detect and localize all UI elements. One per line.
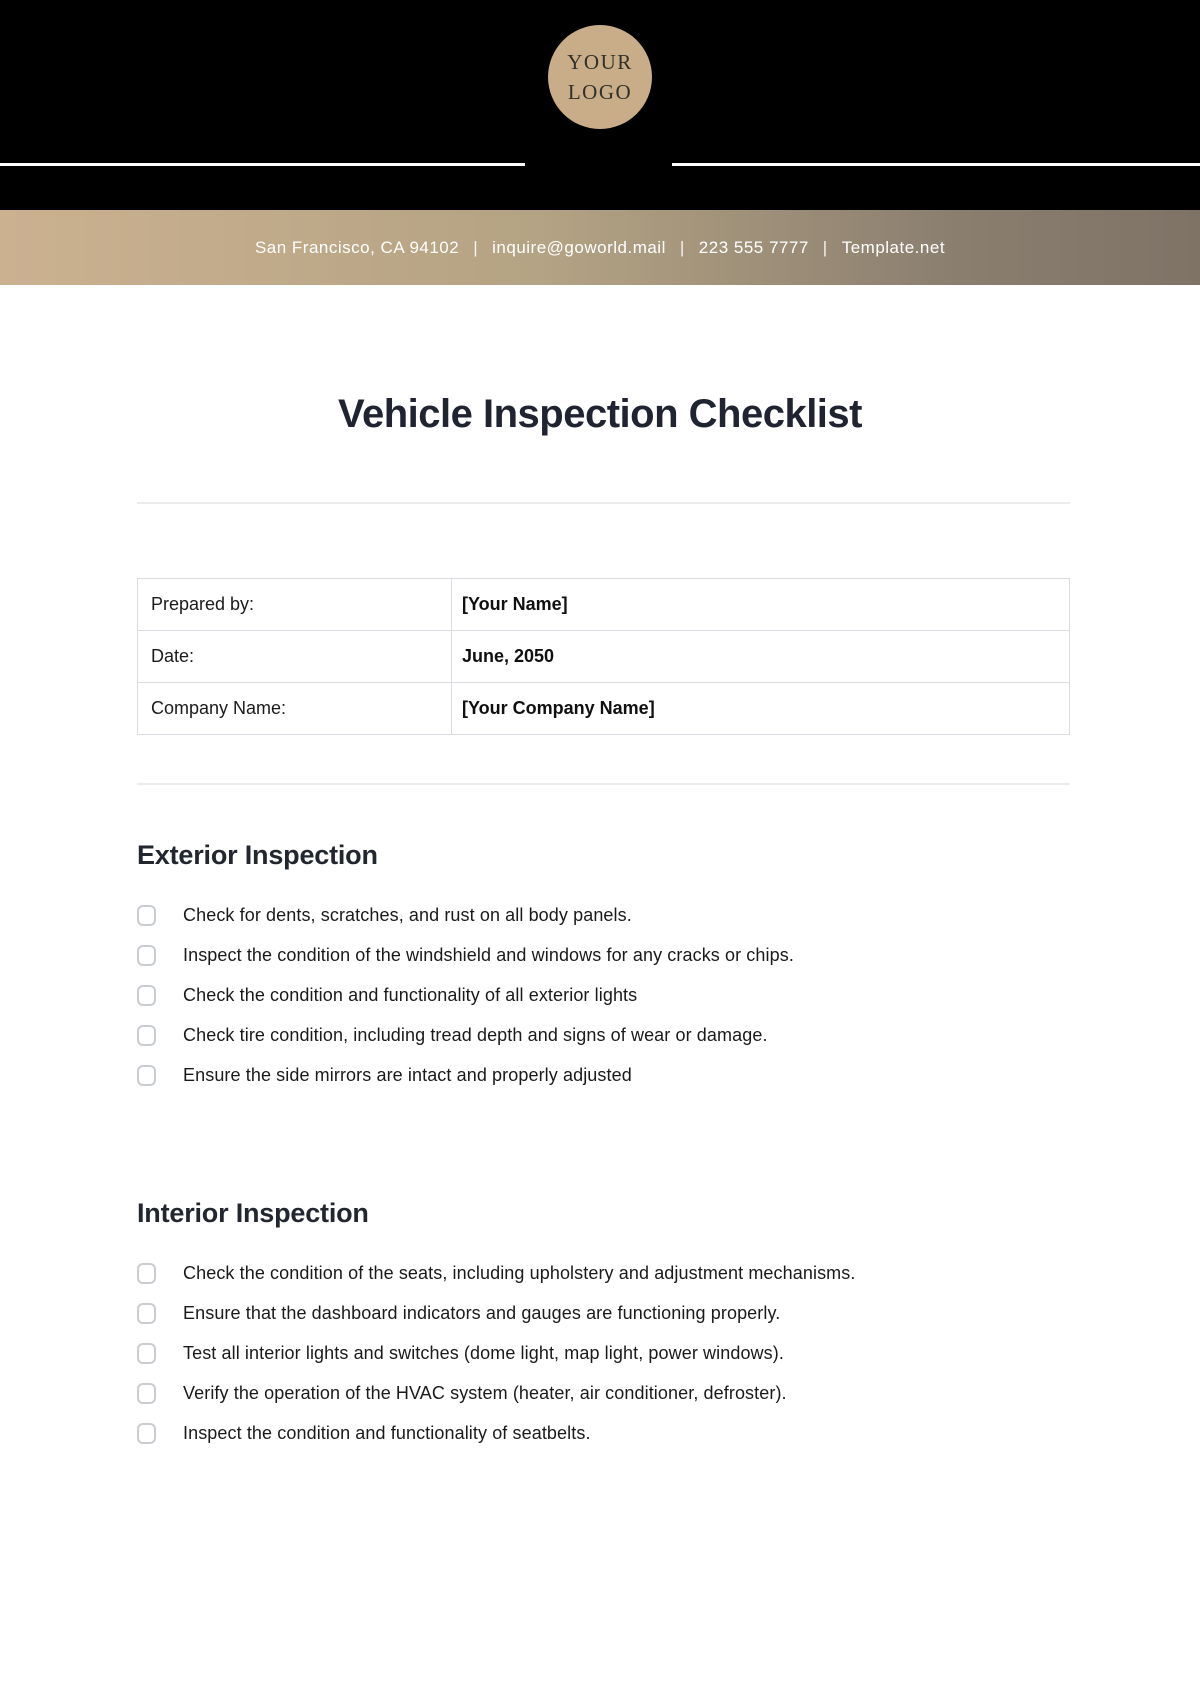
- checklist-item-label: Ensure the side mirrors are intact and properly adjusted: [183, 1064, 632, 1085]
- checkbox[interactable]: [137, 1025, 156, 1046]
- header-rule-right: [672, 163, 1200, 166]
- list-item: [137, 1333, 1137, 1373]
- section-heading-interior: Interior Inspection: [137, 1198, 369, 1228]
- list-item: [137, 1373, 1137, 1413]
- checklist-item-label: Check the condition of the seats, including upholstery and adjustment mechanisms.: [183, 1262, 856, 1283]
- list-item: [137, 1015, 1137, 1055]
- info-value-company-name: [Your Company Name]: [452, 683, 1070, 735]
- checkbox[interactable]: [137, 1343, 156, 1364]
- checkbox[interactable]: [137, 905, 156, 926]
- info-label-prepared-by: Prepared by:: [138, 579, 452, 631]
- checklist-item-label: Inspect the condition and functionality of seatbelts.: [183, 1422, 591, 1443]
- table-row: [138, 579, 1070, 631]
- logo-badge: [548, 25, 652, 129]
- section-divider-middle: [137, 783, 1070, 785]
- section-heading-exterior: Exterior Inspection: [137, 840, 378, 870]
- list-item: [137, 1253, 1137, 1293]
- checkbox[interactable]: [137, 1423, 156, 1444]
- checklist-exterior: [137, 895, 1137, 1095]
- list-item: [137, 895, 1137, 935]
- section-divider-top: [137, 502, 1070, 504]
- contact-website: Template.net: [841, 237, 946, 257]
- checkbox[interactable]: [137, 1383, 156, 1404]
- list-item: [137, 975, 1137, 1015]
- list-item: [137, 1055, 1137, 1095]
- list-item: [137, 1413, 1137, 1453]
- contact-phone: 223 555 7777: [698, 237, 809, 257]
- checkbox[interactable]: [137, 1263, 156, 1284]
- logo-text-line1: YOUR: [567, 50, 633, 74]
- checklist-item-label: Check for dents, scratches, and rust on all body panels.: [183, 904, 632, 925]
- header-rule-left: [0, 163, 525, 166]
- list-item: [137, 1293, 1137, 1333]
- contact-separator: |: [822, 237, 828, 257]
- info-table: [137, 578, 1070, 735]
- info-label-company-name: Company Name:: [138, 683, 452, 735]
- checklist-item-label: Verify the operation of the HVAC system (heater, air conditioner, defroster).: [183, 1382, 787, 1403]
- checklist-interior: [137, 1253, 1137, 1453]
- info-value-date: June, 2050: [452, 631, 1070, 683]
- info-value-prepared-by: [Your Name]: [452, 579, 1070, 631]
- page-title: Vehicle Inspection Checklist: [338, 392, 862, 436]
- table-row: [138, 631, 1070, 683]
- checkbox[interactable]: [137, 1065, 156, 1086]
- checklist-item-label: Inspect the condition of the windshield and windows for any cracks or chips.: [183, 944, 794, 965]
- checkbox[interactable]: [137, 985, 156, 1006]
- list-item: [137, 935, 1137, 975]
- contact-email: inquire@goworld.mail: [492, 237, 666, 257]
- checklist-item-label: Ensure that the dashboard indicators and gauges are functioning properly.: [183, 1302, 781, 1323]
- checkbox[interactable]: [137, 1303, 156, 1324]
- checklist-item-label: Check tire condition, including tread depth and signs of wear or damage.: [183, 1024, 768, 1045]
- checklist-item-label: Test all interior lights and switches (dome light, map light, power windows).: [183, 1342, 784, 1363]
- info-label-date: Date:: [138, 631, 452, 683]
- contact-separator: |: [679, 237, 685, 257]
- table-row: [138, 683, 1070, 735]
- contact-address: San Francisco, CA 94102: [254, 237, 460, 257]
- logo-text-line2: LOGO: [567, 80, 633, 104]
- contact-bar: [0, 210, 1200, 285]
- checkbox[interactable]: [137, 945, 156, 966]
- contact-separator: |: [473, 237, 479, 257]
- checklist-item-label: Check the condition and functionality of all exterior lights: [183, 984, 638, 1005]
